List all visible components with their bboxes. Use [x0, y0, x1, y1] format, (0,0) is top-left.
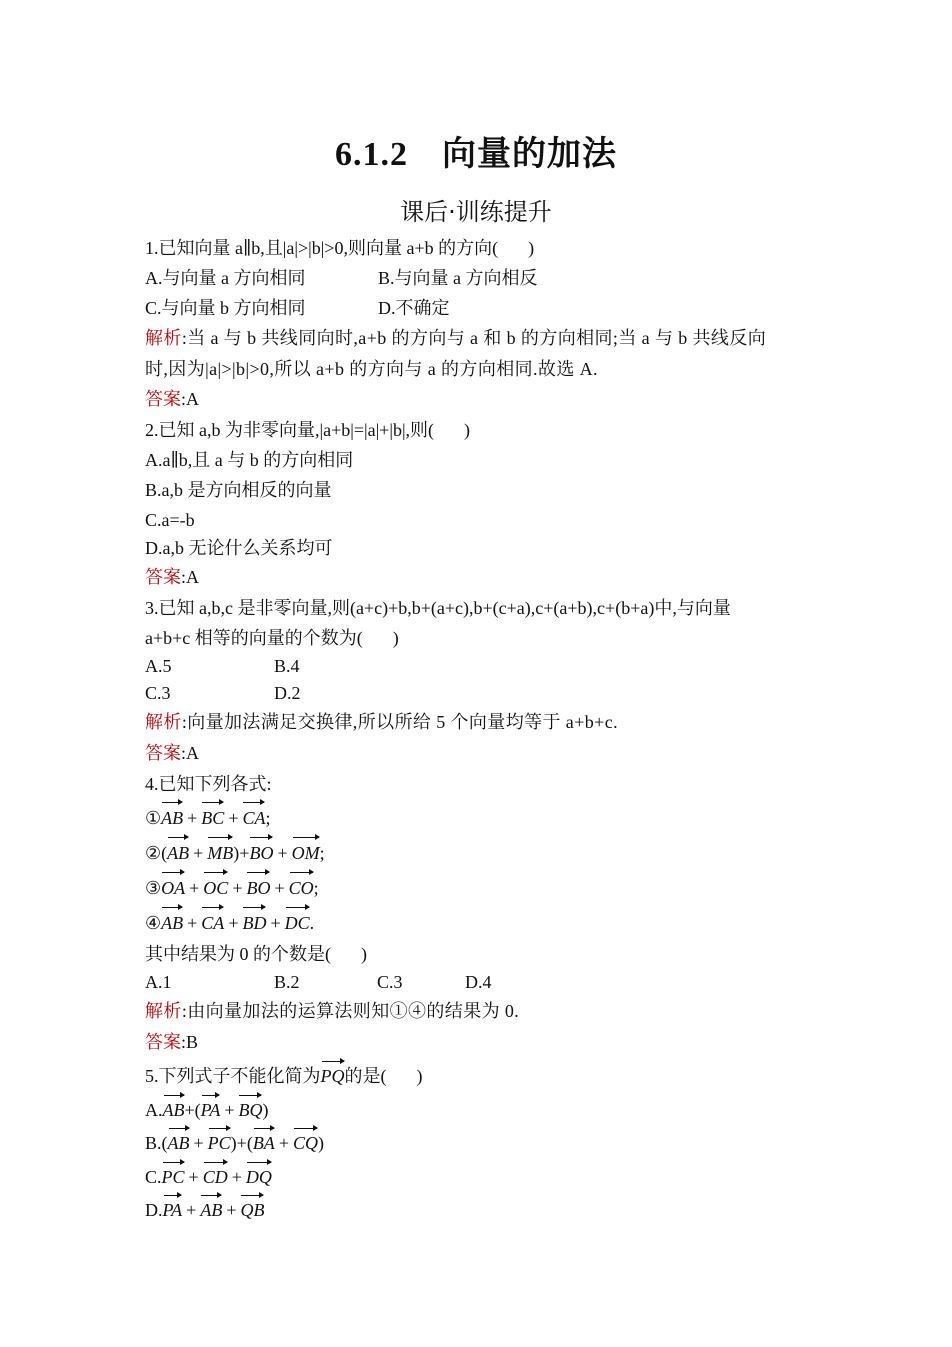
- question-3-analysis: 解析:向量加法满足交换律,所以所给 5 个向量均等于 a+b+c.: [145, 712, 618, 733]
- vector: BO: [249, 834, 273, 869]
- question-4-question: 其中结果为 0 的个数是( ): [145, 944, 367, 964]
- option-a: A.a∥b,且 a 与 b 的方向相同: [145, 450, 354, 470]
- question-3-options-row: [145, 680, 805, 707]
- option-c: C.3: [145, 683, 171, 703]
- option-b: B.a,b 是方向相反的向量: [145, 480, 332, 500]
- option-d: D.PA + AB + QB: [145, 1192, 805, 1226]
- question-1-options-row: [145, 293, 805, 323]
- option-b: B.与向量 a 方向相反: [378, 268, 538, 288]
- question-3-options-row: [145, 653, 805, 680]
- expression-3: ③OA + OC + BO + CO;: [145, 869, 805, 904]
- question-1-options-row: [145, 263, 805, 293]
- vector: PC: [208, 1125, 231, 1159]
- analysis-label: 解析: [145, 712, 182, 733]
- vector: AB: [167, 834, 189, 869]
- option-a: A.AB+(PA + BQ): [145, 1092, 805, 1126]
- question-4-options-row: [145, 969, 805, 996]
- page-title: [0, 126, 952, 175]
- option-d: D.4: [465, 972, 492, 992]
- option-a: A.1: [145, 972, 172, 992]
- option-b: B.4: [274, 656, 300, 676]
- expression-2: ②(AB + MB)+BO + OM;: [145, 834, 805, 869]
- question-1-analysis-cont: 时,因为|a|>|b|>0,所以 a+b 的方向与 a 的方向相同.故选 A.: [145, 359, 598, 379]
- vector: AB: [161, 904, 183, 939]
- vector: BC: [201, 799, 224, 834]
- vector: BA: [253, 1125, 275, 1159]
- option-b: B.2: [274, 972, 300, 992]
- vector: CQ: [293, 1125, 318, 1159]
- question-5-stem: 5.下列式子不能化简为PQ的是( ): [145, 1058, 805, 1092]
- vector: AB: [163, 1092, 185, 1126]
- option-c: C.PC + CD + DQ: [145, 1159, 805, 1193]
- page-subtitle: 课后·训练提升: [400, 198, 552, 226]
- option-c: C.a=-b: [145, 510, 195, 530]
- vector: CA: [201, 904, 224, 939]
- question-4-analysis: 解析:由向量加法的运算法则知①④的结果为 0.: [145, 1001, 520, 1022]
- question-3-stem: 3.已知 a,b,c 是非零向量,则(a+c)+b,b+(a+c),b+(c+a),c+(a+b),c+(b+a)中,与向量: [145, 598, 731, 618]
- question-1-analysis: 解析:当 a 与 b 共线同向时,a+b 的方向与 a 和 b 的方向相同;当 a 与 b 共线反向: [145, 328, 767, 349]
- vector: PC: [162, 1159, 185, 1193]
- option-a: A.5: [145, 656, 172, 676]
- option-a: A.与向量 a 方向相同: [145, 268, 306, 288]
- vector: CD: [203, 1159, 228, 1193]
- option-b: B.(AB + PC)+(BA + CQ): [145, 1125, 805, 1159]
- option-c: C.3: [377, 972, 403, 992]
- exercise-list: [145, 233, 805, 1226]
- analysis-label: 解析: [145, 328, 182, 349]
- question-4-answer: 答案:B: [145, 1032, 199, 1053]
- vector: DQ: [246, 1159, 272, 1193]
- vector: DC: [285, 904, 310, 939]
- option-d: D.a,b 无论什么关系均可: [145, 538, 333, 558]
- vector: PA: [163, 1192, 183, 1226]
- answer-label: 答案: [145, 389, 181, 410]
- vector: AB: [161, 799, 183, 834]
- vector: AB: [200, 1192, 222, 1226]
- answer-label: 答案: [145, 567, 181, 588]
- vector: MB: [207, 834, 233, 869]
- option-d: D.2: [274, 683, 301, 703]
- vector: CA: [242, 799, 265, 834]
- question-1-answer: 答案:A: [145, 389, 199, 410]
- vector: BQ: [238, 1092, 262, 1126]
- question-2-answer: 答案:A: [145, 567, 199, 588]
- question-2-stem: 2.已知 a,b 为非零向量,|a+b|=|a|+|b|,则( ): [145, 420, 471, 440]
- vector: OM: [292, 834, 320, 869]
- question-1-stem: 1.已知向量 a∥b,且|a|>|b|>0,则向量 a+b 的方向( ): [145, 238, 535, 258]
- question-3-stem-cont: a+b+c 相等的向量的个数为( ): [145, 628, 399, 648]
- vector: PA: [201, 1092, 221, 1126]
- vector: BO: [246, 869, 270, 904]
- vector: OC: [203, 869, 228, 904]
- vector: OA: [161, 869, 185, 904]
- vector: CO: [289, 869, 314, 904]
- answer-label: 答案: [145, 743, 181, 764]
- section-title: 向量的加法: [442, 134, 617, 174]
- vector: AB: [168, 1125, 190, 1159]
- vector: BD: [242, 904, 266, 939]
- question-3-answer: 答案:A: [145, 743, 199, 764]
- expression-1: ①AB + BC + CA;: [145, 799, 805, 834]
- question-4-stem: 4.已知下列各式:: [145, 774, 272, 794]
- section-number: 6.1.2: [335, 136, 408, 173]
- option-d: D.不确定: [378, 298, 450, 318]
- vector: PQ: [321, 1058, 345, 1092]
- option-c: C.与向量 b 方向相同: [145, 298, 306, 318]
- vector: QB: [240, 1192, 264, 1226]
- answer-label: 答案: [145, 1032, 181, 1053]
- expression-4: ④AB + CA + BD + DC.: [145, 904, 805, 939]
- analysis-label: 解析: [145, 1001, 182, 1022]
